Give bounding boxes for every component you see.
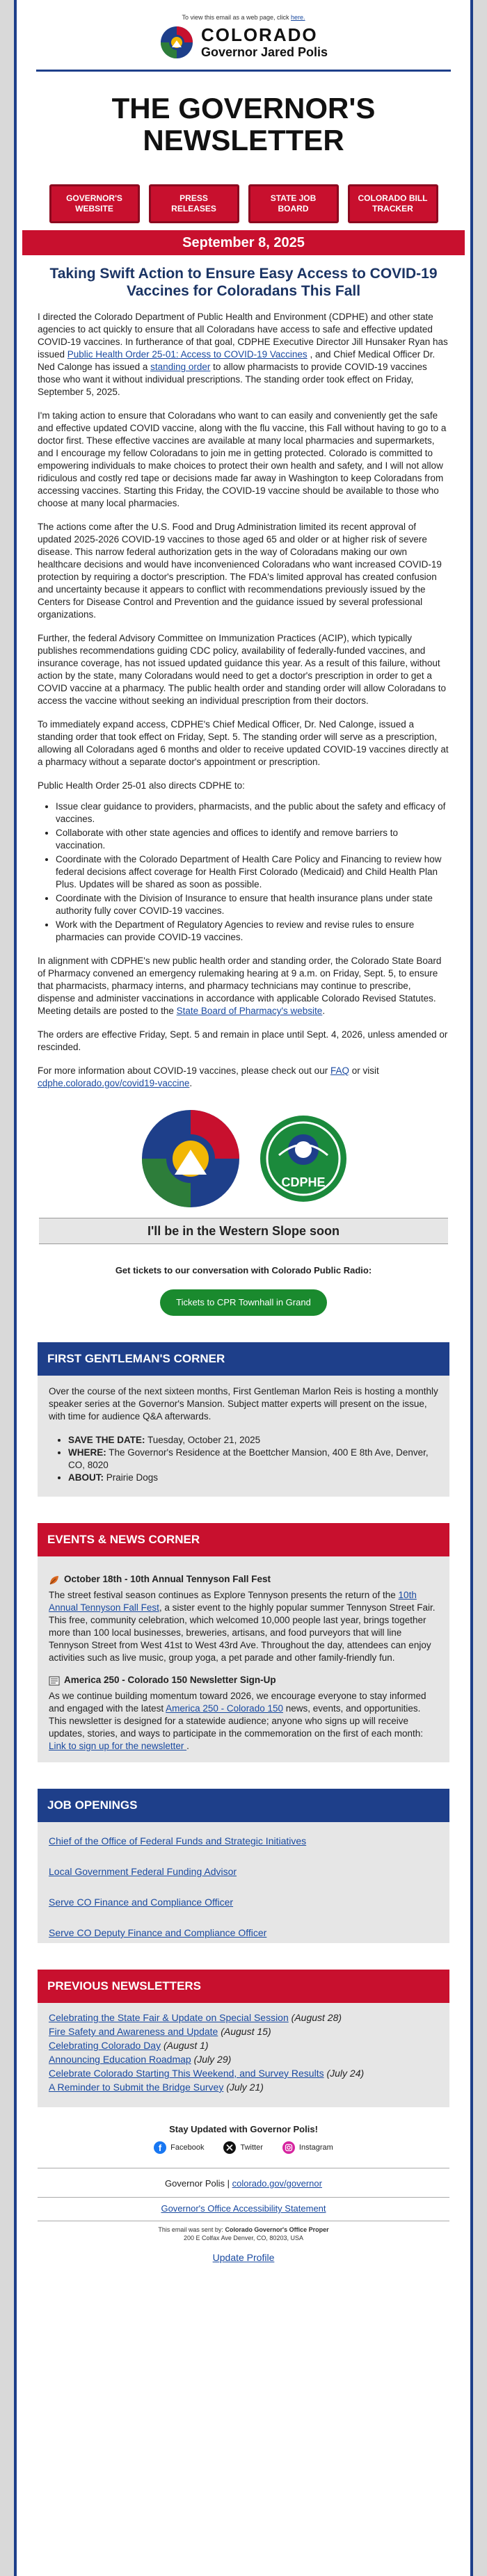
paragraph-3: The actions come after the U.S. Food and Drug Administration limited its recent approval of updated 2025-2026 COVID-19 vaccines to those aged 65 and older or at higher risk of severe disease. This narrow federal authorization gets in the way of Coloradans making our own healthcare decisions and would have inconvenienced Coloradans who want increased COVID-19 protection by requiring a doctor's prescription. The FDA's limited approval has created confusion and uncertainty because it appears to conflict with recommendations previously issued by the Centers for Disease Control and Prevention and the guidance issued by several professional organizations. [38, 522, 442, 620]
job-link[interactable]: Serve CO Deputy Finance and Compliance Officer [49, 1927, 267, 1938]
newsletter-icon [49, 1675, 61, 1690]
facebook-icon [154, 2141, 166, 2154]
job-link[interactable]: Serve CO Finance and Compliance Officer [49, 1897, 234, 1908]
previous-newsletter-link[interactable]: Fire Safety and Awareness and Update [49, 2026, 218, 2037]
cdphe-logo-text: CDPHE [281, 1175, 326, 1189]
update-profile-link[interactable]: Update Profile [212, 2252, 275, 2263]
sent-by-text: This email was sent by: Colorado Governor's Office Proper 200 E Colfax Ave Denver, CO, 80203, USA [158, 2226, 329, 2241]
sender-address: 200 E Colfax Ave Denver, CO, 80203, USA [184, 2235, 303, 2241]
newsletter-signup-link[interactable]: Link to sign up for the newsletter [49, 1741, 187, 1751]
list-item: • Coordinate with the Division of Insurance to ensure that health insurance plans under state authority fully cover COVID-19 vaccines. [56, 892, 449, 917]
facebook-link[interactable]: f Facebook [154, 2141, 204, 2154]
cpr-tickets-button[interactable]: Tickets to CPR Townhall in Grand Junction [160, 1289, 327, 1316]
event-fall-fest [49, 1573, 438, 1589]
event-title: October 18th - 10th Annual Tennyson Fall Fest [64, 1574, 271, 1584]
cdphe-logo-icon [258, 1106, 349, 1211]
governor-logo [17, 25, 470, 60]
nav-button-row [17, 184, 470, 223]
list-item: Celebrate Colorado Starting This Weekend, and Survey Results (July 24) [49, 2068, 365, 2079]
twitter-link[interactable]: Twitter [223, 2141, 262, 2154]
governor-site-link[interactable]: colorado.gov/governor [232, 2178, 322, 2189]
list-item: • ABOUT: Prairie Dogs [68, 1472, 438, 1484]
public-health-order-link[interactable]: Public Health Order 25-01: Access to COVID-19 Vaccines [67, 349, 308, 360]
job-link[interactable]: Chief of the Office of Federal Funds and Strategic Initiatives [49, 1835, 307, 1846]
update-profile-row [17, 2252, 470, 2263]
america-250-link[interactable]: America 250 - Colorado 150 [166, 1703, 283, 1714]
header-divider [36, 70, 451, 72]
pharmacy-board-link[interactable]: State Board of Pharmacy's website [176, 1006, 323, 1016]
event-title: America 250 - Colorado 150 Newsletter Sign-Up [64, 1675, 276, 1685]
previous-newsletter-link[interactable]: Announcing Education Roadmap [49, 2054, 191, 2065]
paragraph-5: To immediately expand access, CDPHE's Chief Medical Officer, Dr. Ned Calonge, issued a standing order that took effect on Friday, Sept. 5. The standing order will serve as a prescription, allowing all Coloradans aged 6 months and older to receive updated COVID-19 vaccines directly at a pharmacy without a separate doctor's appointment or prescription. [38, 719, 449, 767]
paragraph-2: I'm taking action to ensure that Coloradans who want to can easily and conveniently get the safe and effective updated COVID vaccine, along with the flu vaccine, this Fall without having to go to a doctor first. These effective vaccines are available at many local pharmacies and supermarkets, and I encourage my fellow Coloradans to join me in getting protected. Colorado is committed to empowering individuals to make choices to protect their own health and safety, and I will not allow ridiculous and costly red tape or decisions made far away in Washington to keep Coloradans from accessing vaccines. Starting this Friday, the COVID-19 vaccine should be available to those who choose at many local pharmacies. [38, 410, 447, 508]
state-job-board-button[interactable]: STATE JOB BOARD [248, 184, 339, 223]
previous-newsletter-link[interactable]: Celebrating Colorado Day [49, 2040, 161, 2051]
footer-governor: Governor Polis [165, 2178, 225, 2189]
view-note-text: To view this email as a web page, click [182, 14, 289, 21]
list-item: • Collaborate with other state agencies and offices to identify and remove barriers to vaccination. [56, 827, 449, 852]
job-openings-heading: JOB OPENINGS [38, 1789, 449, 1822]
western-slope-banner: I'll be in the Western Slope soon [39, 1218, 448, 1244]
press-releases-button[interactable]: PRESS RELEASES [149, 184, 239, 223]
fall-fest-link[interactable]: 10th Annual Tennyson Fall Fest [49, 1590, 417, 1613]
paragraph-9: For more information about COVID-19 vaccines, please check out our FAQ or visit cdphe.colorado.gov/covid19-vaccine. [38, 1065, 379, 1088]
events-heading: EVENTS & NEWS CORNER [38, 1523, 449, 1556]
first-gentleman-intro: Over the course of the next sixteen months, First Gentleman Marlon Reis is hosting a monthly speaker series at the Governor's Mansion. Subject matter experts will present on the issue, with time for audience Q&A afterwards. [49, 1386, 438, 1422]
newsletter-page [14, 0, 473, 2576]
paragraph-4: Further, the federal Advisory Committee on Immunization Practices (ACIP), which typically publishes recommendations guiding CDC policy, availability of federally-funded vaccines, and insurance coverage, has not issued updated guidance this year. As a result of this failure, without action by the state, many Coloradans would need to get a doctor's prescription in order to get a COVID vaccine at a pharmacy. The public health order and standing order will allow Coloradans to access the vaccine without seeking an individual prescription from their doctors. [38, 633, 447, 706]
view-web-link[interactable]: here. [291, 14, 305, 21]
view-web-note [17, 0, 470, 21]
list-item: • SAVE THE DATE: Tuesday, October 21, 2025 [68, 1434, 438, 1447]
newsletter-title: THE GOVERNOR'S NEWSLETTER [111, 92, 376, 156]
brand-name: COLORADO [200, 24, 318, 45]
event-description: The street festival season continues as Explore Tennyson presents the return of the 10th Annual Tennyson Fall Fest, a sister event to the highly popular summer Tennyson Street Fair. This free, community celebration, which welcomed 10,000 people last year, brings together more than 100 local businesses, breweries, artisans, and food purveyors that will line Tennyson Street from West 41st to West 43rd Ave. Throughout the day, attendees can enjoy activities such as live music, group yoga, a pet parade and other family-friendly fun. [49, 1590, 436, 1663]
article-headline: Taking Swift Action to Ensure Easy Access to COVID-19 Vaccines for Coloradans This Fall [49, 266, 438, 299]
previous-newsletter-link[interactable]: Celebrate Colorado Starting This Weekend, and Survey Results [49, 2068, 324, 2079]
previous-newsletters-heading: PREVIOUS NEWSLETTERS [38, 1970, 449, 2003]
list-item: • WHERE: The Governor's Residence at the Boettcher Mansion, 400 E 8th Ave, Denver, CO, 8020 [68, 1447, 438, 1472]
directives-list [38, 800, 449, 944]
social-heading: Stay Updated with Governor Polis! [169, 2124, 318, 2134]
list-item: • Coordinate with the Colorado Department of Health Care Policy and Financing to review how federal decisions affect coverage for Health First Colorado (Medicaid) and Child Health Plan Plus. Updates will be shared as soon as possible. [56, 853, 449, 891]
previous-newsletter-link[interactable]: A Reminder to Submit the Bridge Survey [49, 2082, 224, 2093]
event-newsletter-signup [49, 1674, 438, 1690]
footer-links: Governor Polis | colorado.gov/governor [165, 2178, 322, 2189]
accessibility-row [17, 2203, 470, 2214]
date-banner: September 8, 2025 [22, 230, 465, 255]
leaf-icon [49, 1575, 61, 1589]
colorado-c-logo-icon [159, 25, 194, 60]
event-description: As we continue building momentum toward 2026, we encourage everyone to stay informed and engaged with the latest America 250 - Colorado 150 news, events, and opportunities. This newsletter is designed for a statewide audience; anyone who signs up will receive updates, stories, and ways to participate in the commemoration on the first of each month: Link to sign up for the newsletter . [49, 1691, 426, 1751]
article-body [17, 311, 470, 1090]
brand-governor: Governor Jared Polis [200, 45, 328, 59]
list-item: • Issue clear guidance to providers, pharmacists, and the public about the safety and efficacy of vaccines. [56, 800, 449, 826]
x-twitter-icon [223, 2141, 236, 2154]
paragraph-1: I directed the Colorado Department of Public Health and Environment (CDPHE) and other state agencies to act quickly to ensure that all Coloradans have access to safe and effective updated COVID-19 vaccines. In furtherance of that goal, CDPHE Executive Director Jill Hunsaker Ryan has issued Public Health Order 25-01: Access to COVID-19 Vaccines , and Chief Medical Officer Dr. Ned Calonge has issued a standing order to allow pharmacists to provide COVID-19 vaccines those who want it without individual prescriptions. The standing order took effect on Friday, September 5, 2025. [38, 312, 448, 397]
cpr-tickets-text: Get tickets to our conversation with Colorado Public Radio: [115, 1265, 372, 1275]
instagram-link[interactable]: Instagram [282, 2141, 333, 2154]
faq-link[interactable]: FAQ [330, 1065, 349, 1076]
list-item: Celebrating Colorado Day (August 1) [49, 2040, 209, 2051]
list-item: Announcing Education Roadmap (July 29) [49, 2054, 232, 2065]
standing-order-link[interactable]: standing order [150, 362, 211, 372]
previous-newsletter-link[interactable]: Celebrating the State Fair & Update on Special Session [49, 2012, 289, 2023]
paragraph-6: Public Health Order 25-01 also directs CDPHE to: [38, 780, 245, 791]
footer-divider [38, 2197, 449, 2198]
social-links [17, 2141, 470, 2154]
list-item: • Work with the Department of Regulatory Agencies to review and revise rules to ensure pharmacies can provide COVID-19 vaccines. [56, 919, 449, 944]
events-body [38, 1556, 449, 1762]
accessibility-link[interactable]: Governor's Office Accessibility Statement [161, 2203, 326, 2214]
job-link[interactable]: Local Government Federal Funding Advisor [49, 1866, 237, 1877]
list-item: A Reminder to Submit the Bridge Survey (July 21) [49, 2082, 264, 2093]
previous-newsletters-body [38, 2003, 449, 2107]
paragraph-7: In alignment with CDPHE's new public health order and standing order, the Colorado State Board of Pharmacy convened an emergency rulemaking hearing at 9 a.m. on Friday, Sept. 5, to ensure that pharmacists, pharmacy interns, and pharmacy technicians may continue to prescribe, dispense and administer vaccinations in accordance with applicable Colorado Revised Statutes. Meeting details are posted to the State Board of Pharmacy's website. [38, 956, 442, 1016]
job-openings-body [38, 1822, 449, 1943]
svg-text:f: f [159, 2143, 162, 2153]
instagram-icon [282, 2141, 295, 2154]
partner-logos [17, 1106, 470, 1211]
first-gentleman-body [38, 1376, 449, 1497]
paragraph-8: The orders are effective Friday, Sept. 5 and remain in place until Sept. 4, 2026, unless amended or rescinded. [38, 1029, 448, 1052]
cdphe-covid-link[interactable]: cdphe.colorado.gov/covid19-vaccine [38, 1078, 190, 1088]
list-item: Celebrating the State Fair & Update on Special Session (August 28) [49, 2012, 342, 2023]
list-item: Fire Safety and Awareness and Update (August 15) [49, 2026, 271, 2037]
colorado-c-large-logo-icon [138, 1106, 243, 1211]
first-gentleman-heading: FIRST GENTLEMAN'S CORNER [38, 1342, 449, 1376]
governors-website-button[interactable]: GOVERNOR'S WEBSITE [49, 184, 140, 223]
event-details-list [49, 1434, 438, 1484]
bill-tracker-button[interactable]: COLORADO BILL TRACKER [348, 184, 438, 223]
